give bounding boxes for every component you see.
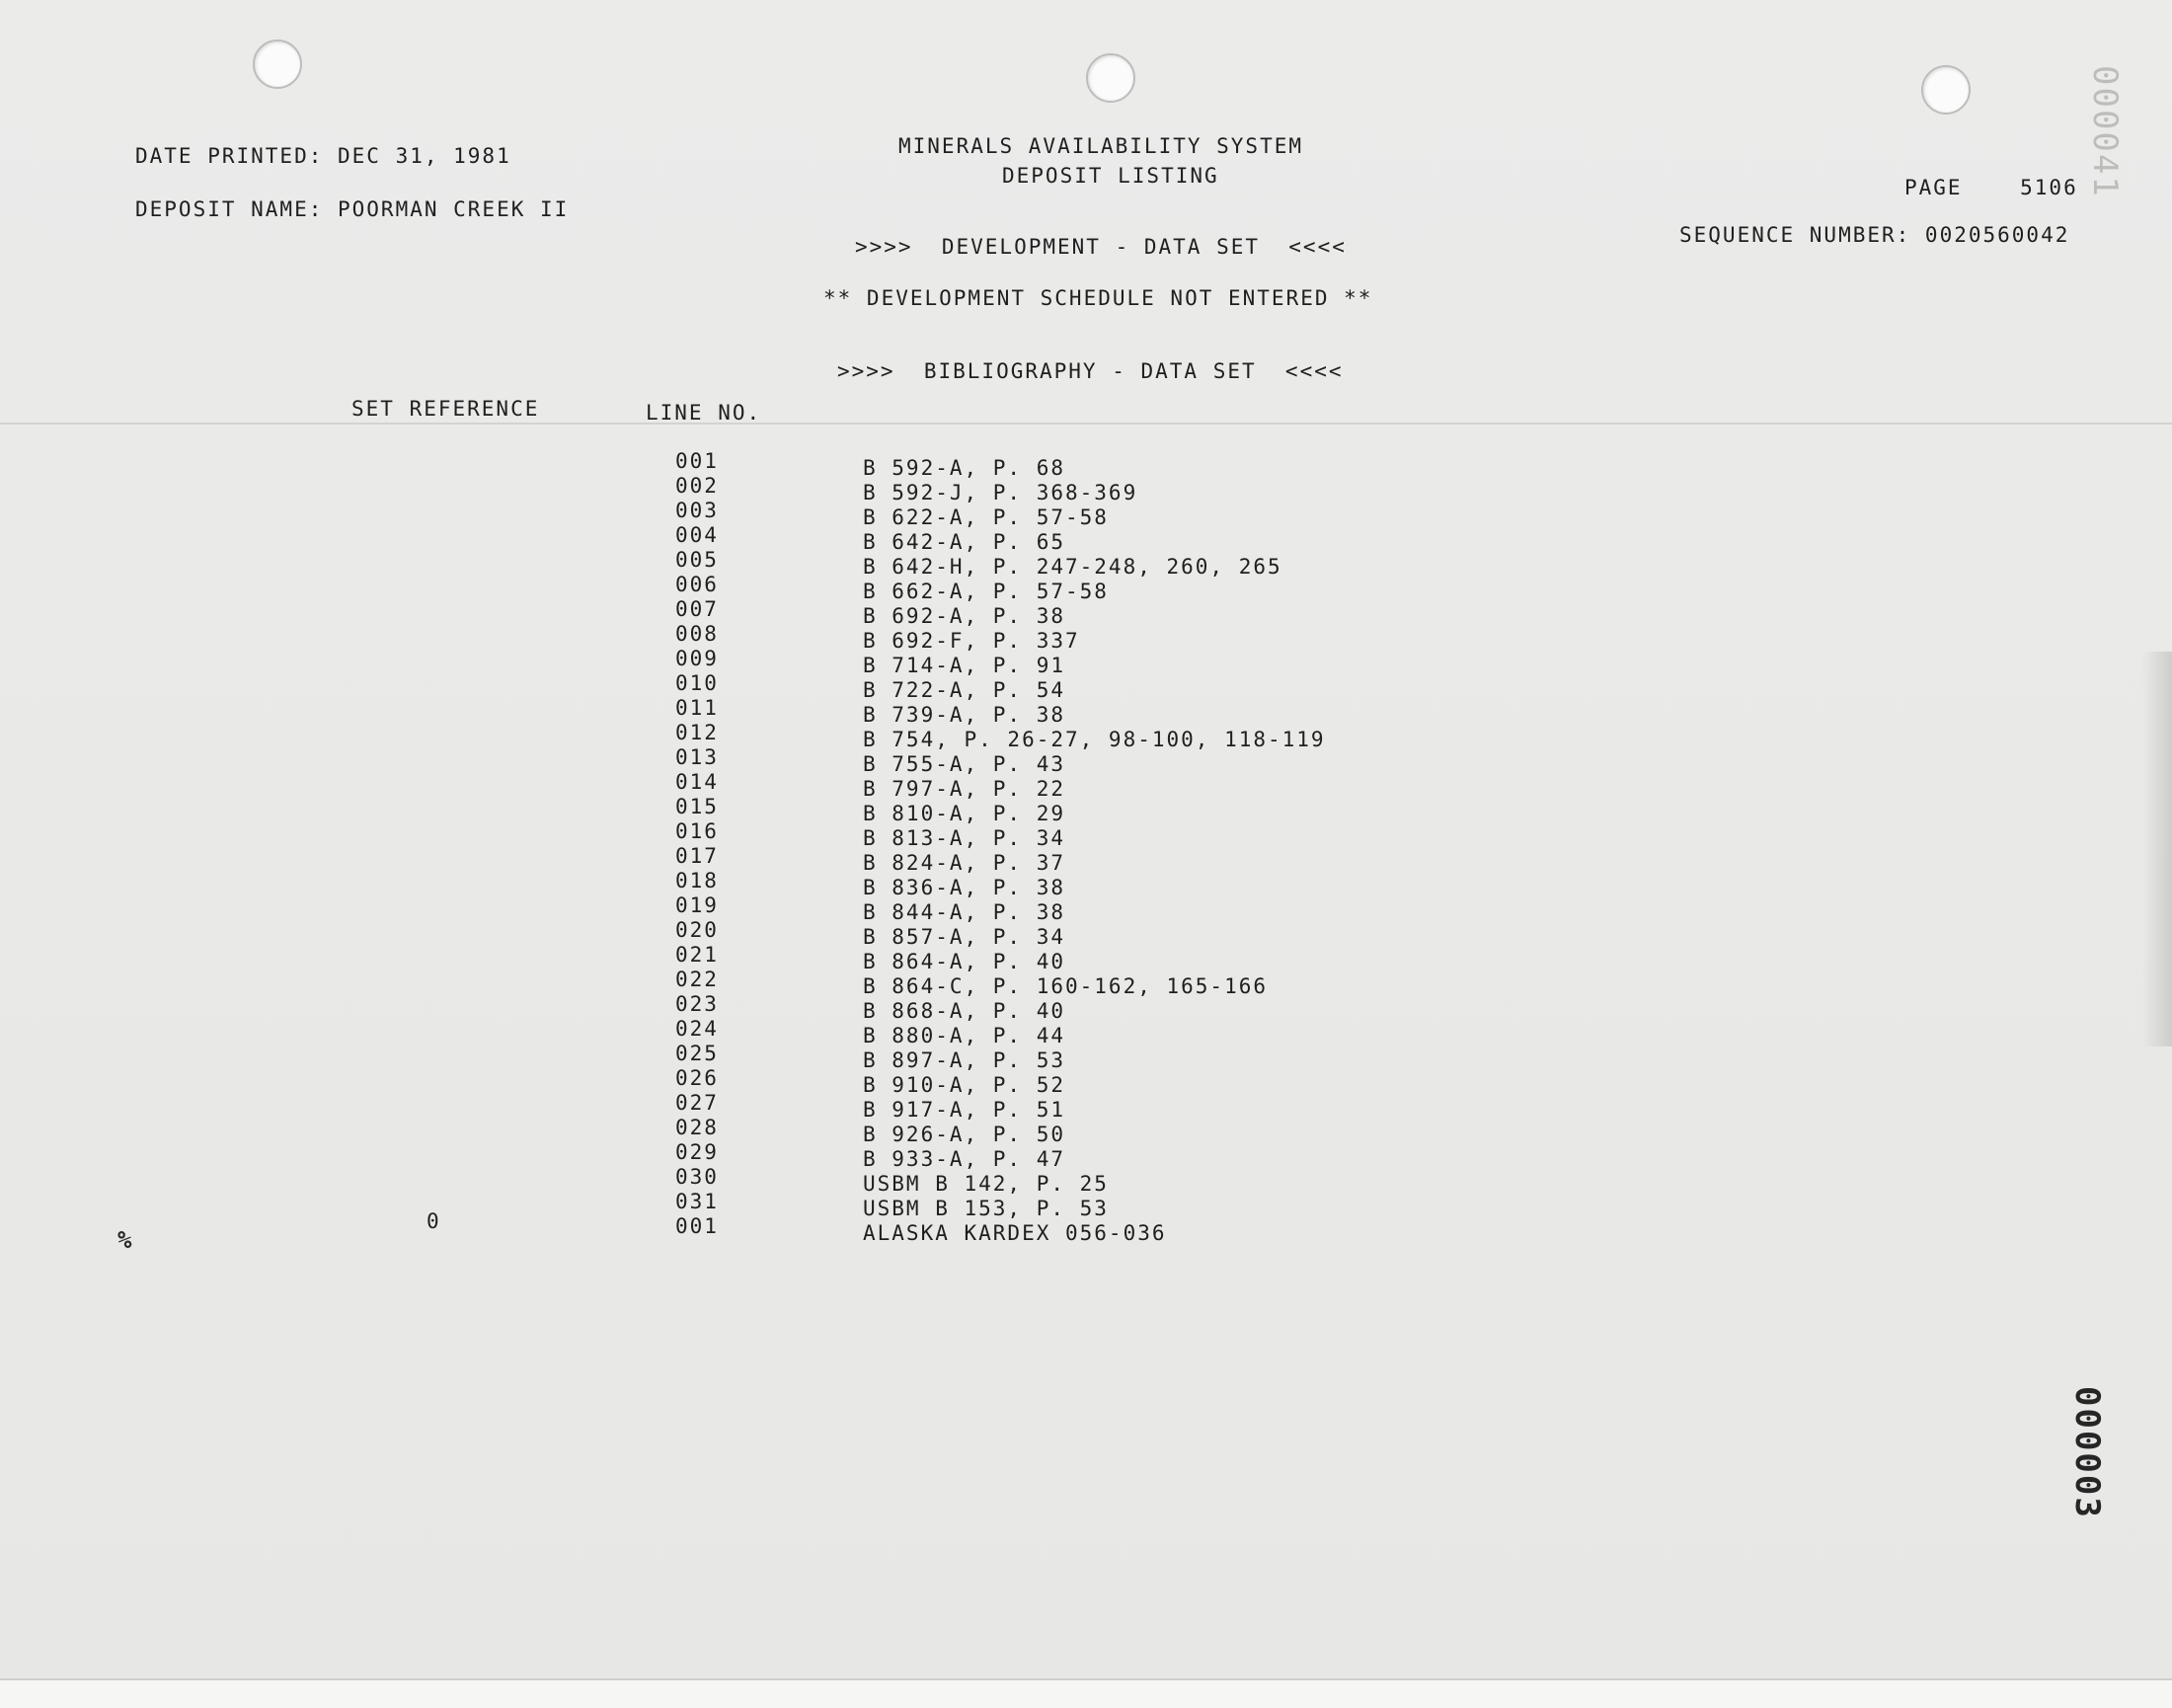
reference-entry: B 857-A, P. 34	[863, 925, 1066, 949]
line-number: 031	[675, 1190, 719, 1213]
set-reference-marker: 0	[427, 1209, 441, 1233]
reference-entry: B 755-A, P. 43	[863, 752, 1066, 776]
line-number: 011	[675, 696, 719, 720]
line-number: 018	[675, 869, 719, 893]
reference-entry: B 592-J, P. 368-369	[863, 481, 1138, 505]
reference-entry: B 864-A, P. 40	[863, 950, 1066, 973]
line-number: 029	[675, 1140, 719, 1164]
reference-entry: B 714-A, P. 91	[863, 654, 1066, 677]
line-number: 030	[675, 1165, 719, 1189]
line-number: 006	[675, 573, 719, 596]
line-number: 026	[675, 1066, 719, 1090]
punch-hole-left	[253, 39, 302, 89]
listing-title: DEPOSIT LISTING	[1002, 164, 1219, 188]
reference-entry: B 824-A, P. 37	[863, 851, 1066, 875]
line-number: 005	[675, 548, 719, 572]
reference-entry: B 926-A, P. 50	[863, 1123, 1066, 1146]
reference-entry: B 754, P. 26-27, 98-100, 118-119	[863, 728, 1326, 751]
line-number: 001	[675, 449, 719, 473]
reference-entry: B 864-C, P. 160-162, 165-166	[863, 974, 1269, 998]
reference-entry: B 622-A, P. 57-58	[863, 505, 1109, 529]
reference-entry: ALASKA KARDEX 056-036	[863, 1221, 1167, 1245]
frame-number-stamp-bottom: 000003	[2067, 1386, 2107, 1519]
reference-entry: B 844-A, P. 38	[863, 900, 1066, 924]
reference-entry: B 813-A, P. 34	[863, 826, 1066, 850]
reference-entry: B 642-H, P. 247-248, 260, 265	[863, 555, 1282, 579]
line-number: 016	[675, 819, 719, 843]
reference-entry: B 880-A, P. 44	[863, 1024, 1066, 1048]
reference-entry: B 662-A, P. 57-58	[863, 580, 1109, 603]
line-number: 025	[675, 1042, 719, 1065]
reference-entry: B 692-A, P. 38	[863, 604, 1066, 628]
column-header-line-no: LINE NO.	[646, 401, 762, 425]
line-number: 013	[675, 745, 719, 769]
reference-entry: B 933-A, P. 47	[863, 1147, 1066, 1171]
frame-number-stamp-top: 000041	[2085, 65, 2125, 198]
line-number: 014	[675, 770, 719, 794]
reference-entry: B 722-A, P. 54	[863, 678, 1066, 702]
system-title: MINERALS AVAILABILITY SYSTEM	[898, 134, 1304, 158]
line-number: 009	[675, 647, 719, 670]
date-printed: DATE PRINTED: DEC 31, 1981	[135, 144, 511, 168]
reference-entry: USBM B 142, P. 25	[863, 1172, 1109, 1196]
reference-entry: B 692-F, P. 337	[863, 629, 1080, 653]
line-number: 012	[675, 721, 719, 744]
line-number: 015	[675, 795, 719, 818]
page-fold-line	[0, 423, 2172, 425]
line-number: 004	[675, 523, 719, 547]
reference-entry: B 797-A, P. 22	[863, 777, 1066, 801]
page-bottom-edge	[0, 1678, 2172, 1708]
reference-entry: B 917-A, P. 51	[863, 1098, 1066, 1122]
line-number: 019	[675, 893, 719, 917]
line-number: 002	[675, 474, 719, 498]
punch-hole-right	[1921, 65, 1971, 115]
development-heading: >>>> DEVELOPMENT - DATA SET <<<<	[855, 235, 1347, 259]
reference-entry: B 592-A, P. 68	[863, 456, 1066, 480]
line-number: 022	[675, 968, 719, 991]
development-note: ** DEVELOPMENT SCHEDULE NOT ENTERED **	[823, 286, 1373, 310]
punch-hole-center	[1086, 53, 1135, 103]
reference-entry: USBM B 153, P. 53	[863, 1197, 1109, 1220]
page-edge-shadow	[2142, 652, 2172, 1047]
reference-entry: B 868-A, P. 40	[863, 999, 1066, 1023]
reference-entry: B 836-A, P. 38	[863, 876, 1066, 899]
line-number: 003	[675, 499, 719, 522]
page-number: PAGE 5106	[1904, 176, 2078, 199]
reference-entry: B 810-A, P. 29	[863, 802, 1066, 825]
line-number: 010	[675, 671, 719, 695]
line-number: 024	[675, 1017, 719, 1041]
line-number: 020	[675, 918, 719, 942]
reference-entry: B 910-A, P. 52	[863, 1073, 1066, 1097]
line-number: 023	[675, 992, 719, 1016]
line-number: 008	[675, 622, 719, 646]
bibliography-heading: >>>> BIBLIOGRAPHY - DATA SET <<<<	[837, 359, 1344, 383]
line-number: 028	[675, 1116, 719, 1139]
reference-entry: B 642-A, P. 65	[863, 530, 1066, 554]
line-number: 017	[675, 844, 719, 868]
column-header-set-reference: SET REFERENCE	[351, 397, 540, 421]
reference-entry: B 739-A, P. 38	[863, 703, 1066, 727]
line-number: 021	[675, 943, 719, 967]
line-number: 007	[675, 597, 719, 621]
line-number: 001	[675, 1214, 719, 1238]
reference-entry: B 897-A, P. 53	[863, 1048, 1066, 1072]
line-number: 027	[675, 1091, 719, 1115]
sequence-number: SEQUENCE NUMBER: 0020560042	[1679, 223, 2070, 247]
margin-mark: %	[117, 1226, 132, 1254]
deposit-name: DEPOSIT NAME: POORMAN CREEK II	[135, 197, 570, 221]
